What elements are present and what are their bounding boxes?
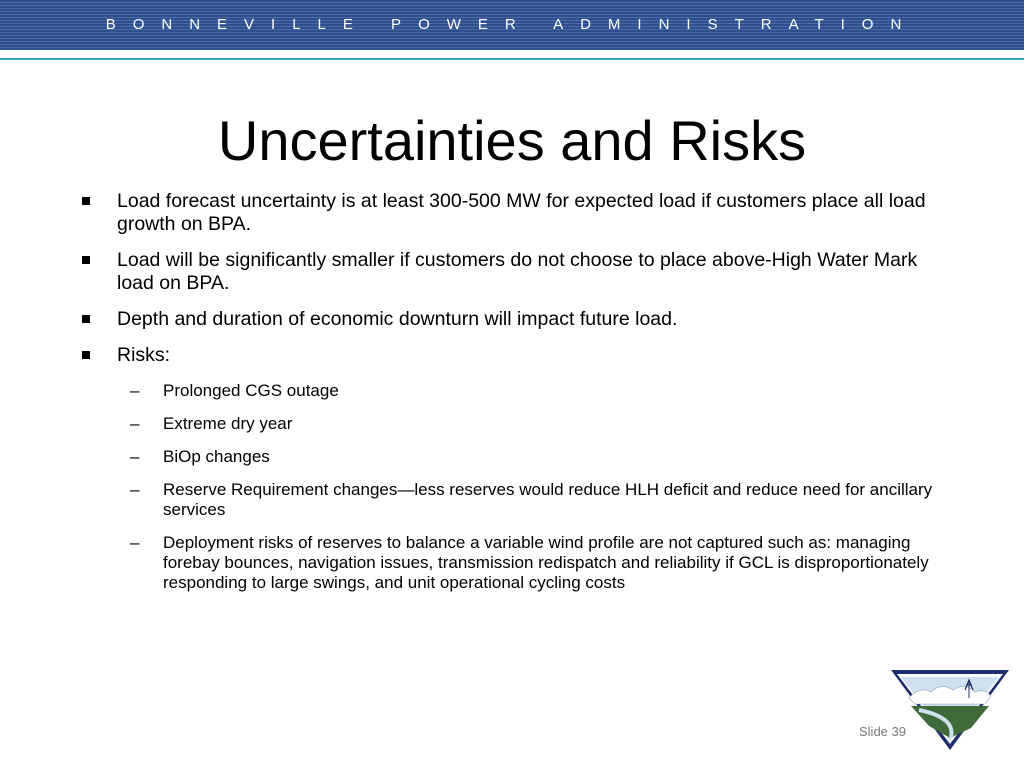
slide-number: Slide 39 — [859, 724, 906, 739]
bullet-text: Depth and duration of economic downturn will impact future load. — [117, 308, 678, 330]
dash-marker: – — [130, 447, 140, 466]
header-banner — [0, 0, 1024, 50]
square-bullet-icon — [82, 351, 90, 359]
slide-content — [82, 190, 942, 606]
sub-bullet-text: Prolonged CGS outage — [163, 381, 339, 400]
bullet-text: Load will be significantly smaller if customers do not choose to place above-High Water Mark load on BPA. — [117, 249, 918, 294]
sub-bullet-item — [82, 414, 942, 434]
slide-title: Uncertainties and Risks — [217, 109, 807, 172]
bullet-item — [82, 344, 942, 367]
bullet-text: Load forecast uncertainty is at least 300-500 MW for expected load if customers place all load growth on BPA. — [117, 190, 926, 235]
dash-marker: – — [130, 480, 140, 499]
header-divider — [0, 58, 1024, 60]
sub-bullet-item — [82, 533, 942, 593]
sub-bullet-item — [82, 381, 942, 401]
square-bullet-icon — [82, 315, 90, 323]
dash-marker: – — [130, 381, 140, 400]
dash-marker: – — [130, 414, 140, 433]
bullet-item — [82, 249, 942, 295]
sub-bullet-text: Deployment risks of reserves to balance a variable wind profile are not captured such as: managing forebay bounces, navigation issues, transmission redispatch and reliability if GCL is disproportionately responding to large swings, and unit operational cycling costs — [163, 533, 929, 592]
bullet-item — [82, 308, 942, 331]
header-title: BONNEVILLE POWER ADMINISTRATION — [105, 16, 919, 33]
sub-bullet-item — [82, 480, 942, 520]
sub-bullet-item — [82, 447, 942, 467]
bullet-text: Risks: — [117, 344, 171, 366]
sub-bullet-text: Reserve Requirement changes—less reserves would reduce HLH deficit and reduce need for ancillary services — [163, 480, 933, 519]
square-bullet-icon — [82, 197, 90, 205]
sub-bullet-text: BiOp changes — [163, 447, 270, 466]
bpa-triangle-logo-icon — [889, 668, 1011, 752]
square-bullet-icon — [82, 256, 90, 264]
sub-bullet-text: Extreme dry year — [163, 414, 293, 433]
bullet-item — [82, 190, 942, 236]
dash-marker: – — [130, 533, 140, 552]
